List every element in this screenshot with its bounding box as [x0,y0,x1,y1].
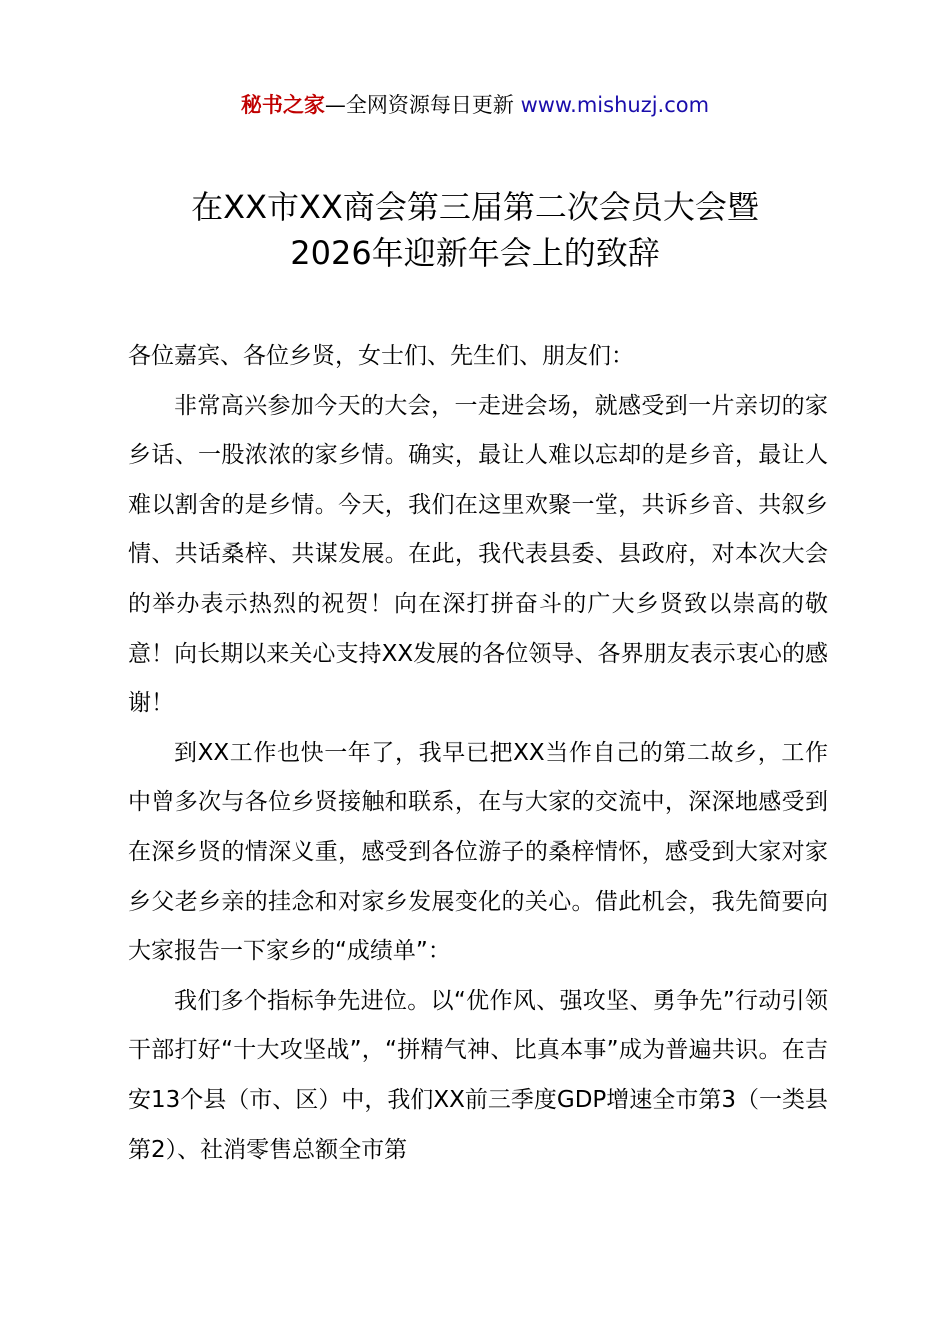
paragraph-1: 非常高兴参加今天的大会，一走进会场，就感受到一片亲切的家乡话、一股浓浓的家乡情。确实，最让人难以忘却的是乡音，最让人难以割舍的是乡情。今天，我们在这里欢聚一堂，共诉乡音、共叙乡情、共话桑梓、共谋发展。在此，我代表县委、县政府，对本次大会的举办表示热烈的祝贺！向在深打拼奋斗的广大乡贤致以崇高的敬意！向长期以来关心支持XX发展的各位领导、各界朋友表示衷心的感谢！ [128,392,828,717]
title-line-2: 2026年迎新年会上的致辞 [290,234,660,272]
paragraph-3: 我们多个指标争先进位。以“优作风、强攻坚、勇争先”行动引领干部打好“十大攻坚战”，“拼精气神、比真本事”成为普遍共识。在吉安13个县（市、区）中，我们XX前三季度GDP增速全市第3（一类县第2）、社消零售总额全市第 [128,987,828,1163]
document-body [128,332,828,1175]
site-header [0,90,950,120]
site-url-link[interactable]: www.mishuzj.com [520,93,710,117]
document-title [0,184,950,276]
salutation: 各位嘉宾、各位乡贤，女士们、先生们、朋友们： [128,343,634,369]
header-tagline: —全网资源每日更新 [324,93,514,117]
brand-name: 秘书之家 [240,93,325,117]
paragraph-2: 到XX工作也快一年了，我早已把XX当作自己的第二故乡，工作中曾多次与各位乡贤接触和联系，在与大家的交流中，深深地感受到在深乡贤的情深义重，感受到各位游子的桑梓情怀，感受到大家对家乡父老乡亲的挂念和对家乡发展变化的关心。借此机会，我先简要向大家报告一下家乡的“成绩单”： [128,739,828,965]
title-line-1: 在XX市XX商会第三届第二次会员大会暨 [191,188,759,226]
